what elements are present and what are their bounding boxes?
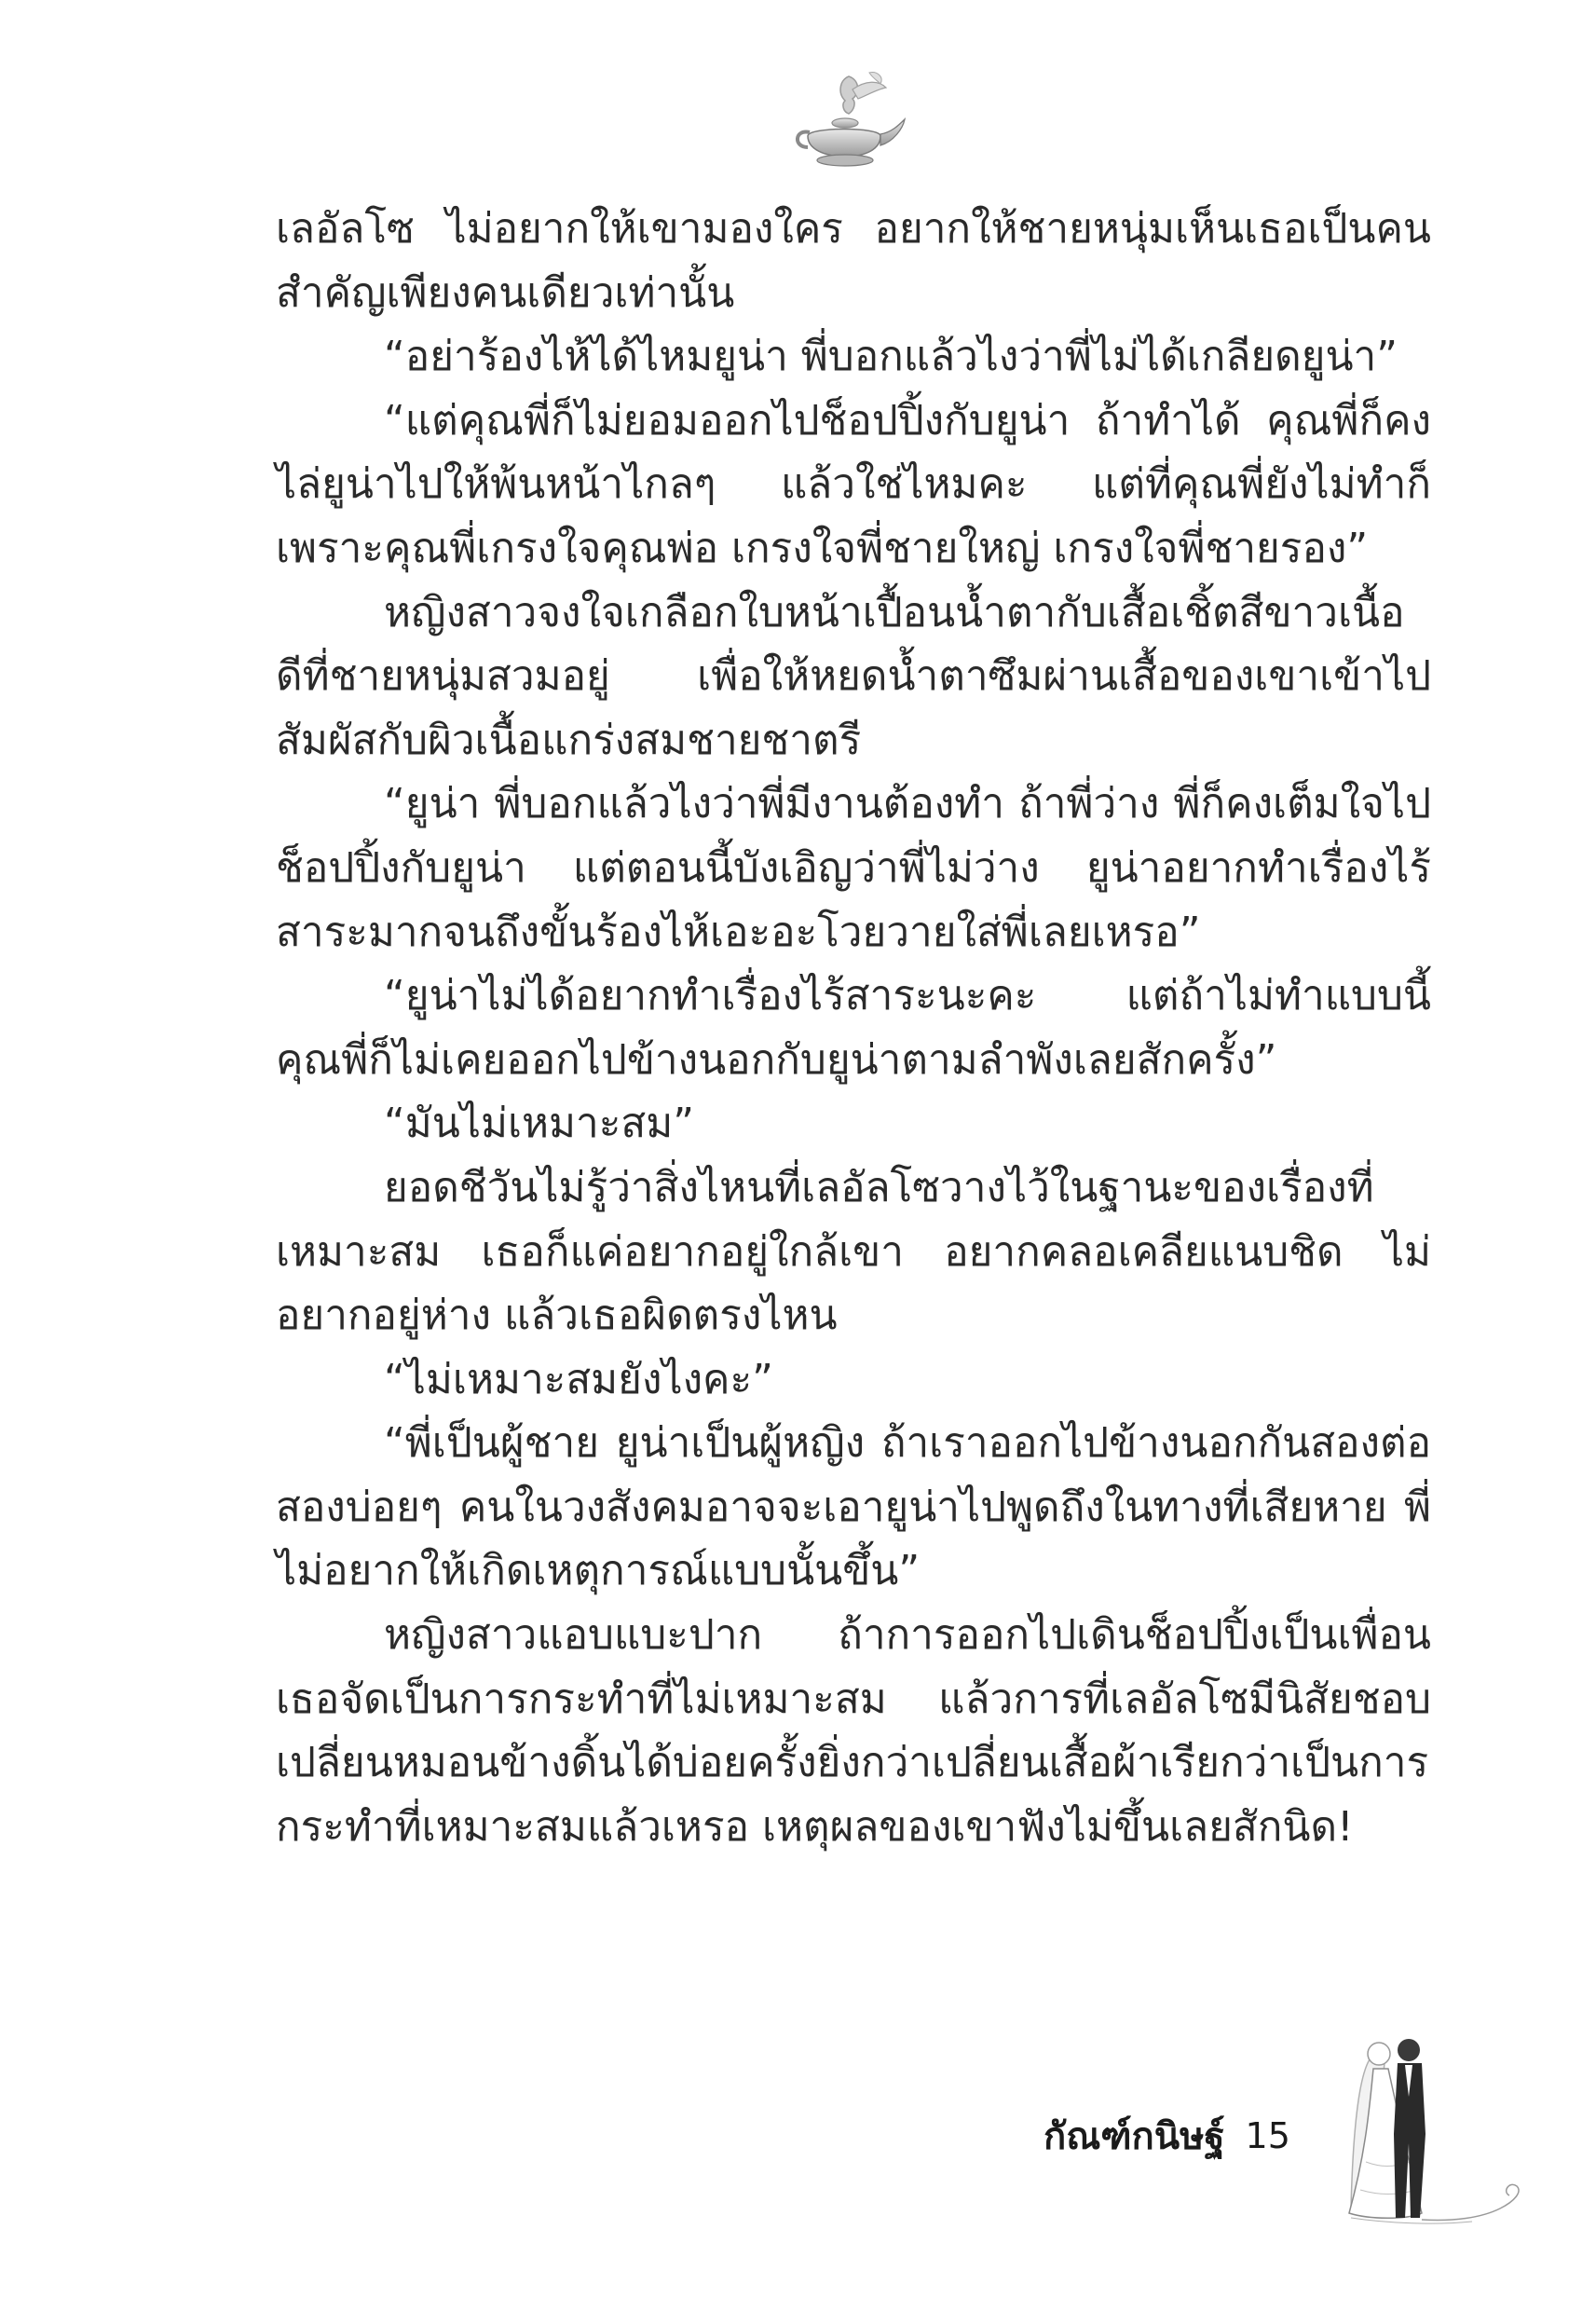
bride-groom-icon (1332, 2022, 1528, 2246)
page-number: 15 (1245, 2115, 1290, 2156)
paragraph: “แต่คุณพี่ก็ไม่ยอมออกไปช็อปปิ้งกับยูน่า ถ้าทำได้ คุณพี่ก็คงไล่ยูน่าไปให้พ้นหน้าไกลๆ แล้วใช่ไหมคะ แต่ที่คุณพี่ยังไม่ทำก็เพราะคุณพี่เกรงใจคุณพ่อ เกรงใจพี่ชายใหญ่ เกรงใจพี่ชายรอง” (276, 396, 1431, 572)
paragraph: เลอัลโซ ไม่อยากให้เขามองใคร อยากให้ชายหนุ่มเห็นเธอเป็นคนสำคัญเพียงคนเดียวเท่านั้น (276, 205, 1431, 317)
paragraph: “ยูน่า พี่บอกแล้วไงว่าพี่มีงานต้องทำ ถ้าพี่ว่าง พี่ก็คงเต็มใจไปช็อปปิ้งกับยูน่า แต่ตอนนี้บังเอิญว่าพี่ไม่ว่าง ยูน่าอยากทำเรื่องไร้สาระมากจนถึงขั้นร้องไห้เอะอะโวยวายใส่พี่เลยเหรอ” (276, 780, 1431, 956)
paragraph: “มันไม่เหมาะสม” (384, 1100, 695, 1148)
paragraph: หญิงสาวแอบแบะปาก ถ้าการออกไปเดินช็อปปิ้งเป็นเพื่อนเธอจัดเป็นการกระทำที่ไม่เหมาะสม แล้วการที่เลอัลโซมีนิสัยชอบเปลี่ยนหมอนข้างดิ้นได้บ่อยครั้งยิ่งกว่าเปลี่ยนเสื้อผ้าเรียกว่าเป็นการกระทำที่เหมาะสมแล้วเหรอ เหตุผลของเขาฟังไม่ขึ้นเลยสักนิด! (276, 1611, 1431, 1851)
paragraph: “พี่เป็นผู้ชาย ยูน่าเป็นผู้หญิง ถ้าเราออกไปข้างนอกกันสองต่อสองบ่อยๆ คนในวงสังคมอาจจะเอายูน่าไปพูดถึงในทางที่เสียหาย พี่ไม่อยากให้เกิดเหตุการณ์แบบนั้นขึ้น” (276, 1419, 1431, 1595)
author-name: กัณฑ์กนิษฐ์ (1044, 2115, 1225, 2158)
page-footer (1044, 2108, 1290, 2164)
paragraph: ยอดชีวันไม่รู้ว่าสิ่งไหนที่เลอัลโซวางไว้ในฐานะของเรื่องที่เหมาะสม เธอก็แค่อยากอยู่ใกล้เขา อยากคลอเคลียแนบชิด ไม่อยากอยู่ห่าง แล้วเธอผิดตรงไหน (276, 1163, 1431, 1340)
paragraph: “ยูน่าไม่ได้อยากทำเรื่องไร้สาระนะคะ แต่ถ้าไม่ทำแบบนี้ คุณพี่ก็ไม่เคยออกไปข้างนอกกับยูน่าตามลำพังเลยสักครั้ง” (276, 972, 1431, 1084)
teapot-angel-icon (787, 67, 908, 179)
paragraph: “ไม่เหมาะสมยังไงคะ” (384, 1355, 773, 1403)
body-text (276, 198, 1431, 1859)
paragraph: “อย่าร้องไห้ได้ไหมยูน่า พี่บอกแล้วไงว่าพี่ไม่ได้เกลียดยูน่า” (384, 333, 1398, 381)
paragraph: หญิงสาวจงใจเกลือกใบหน้าเปื้อนน้ำตากับเสื้อเชิ้ตสีขาวเนื้อดีที่ชายหนุ่มสวมอยู่ เพื่อให้หยดน้ำตาซึมผ่านเสื้อของเขาเข้าไปสัมผัสกับผิวเนื้อแกร่งสมชายชาตรี (276, 588, 1431, 764)
